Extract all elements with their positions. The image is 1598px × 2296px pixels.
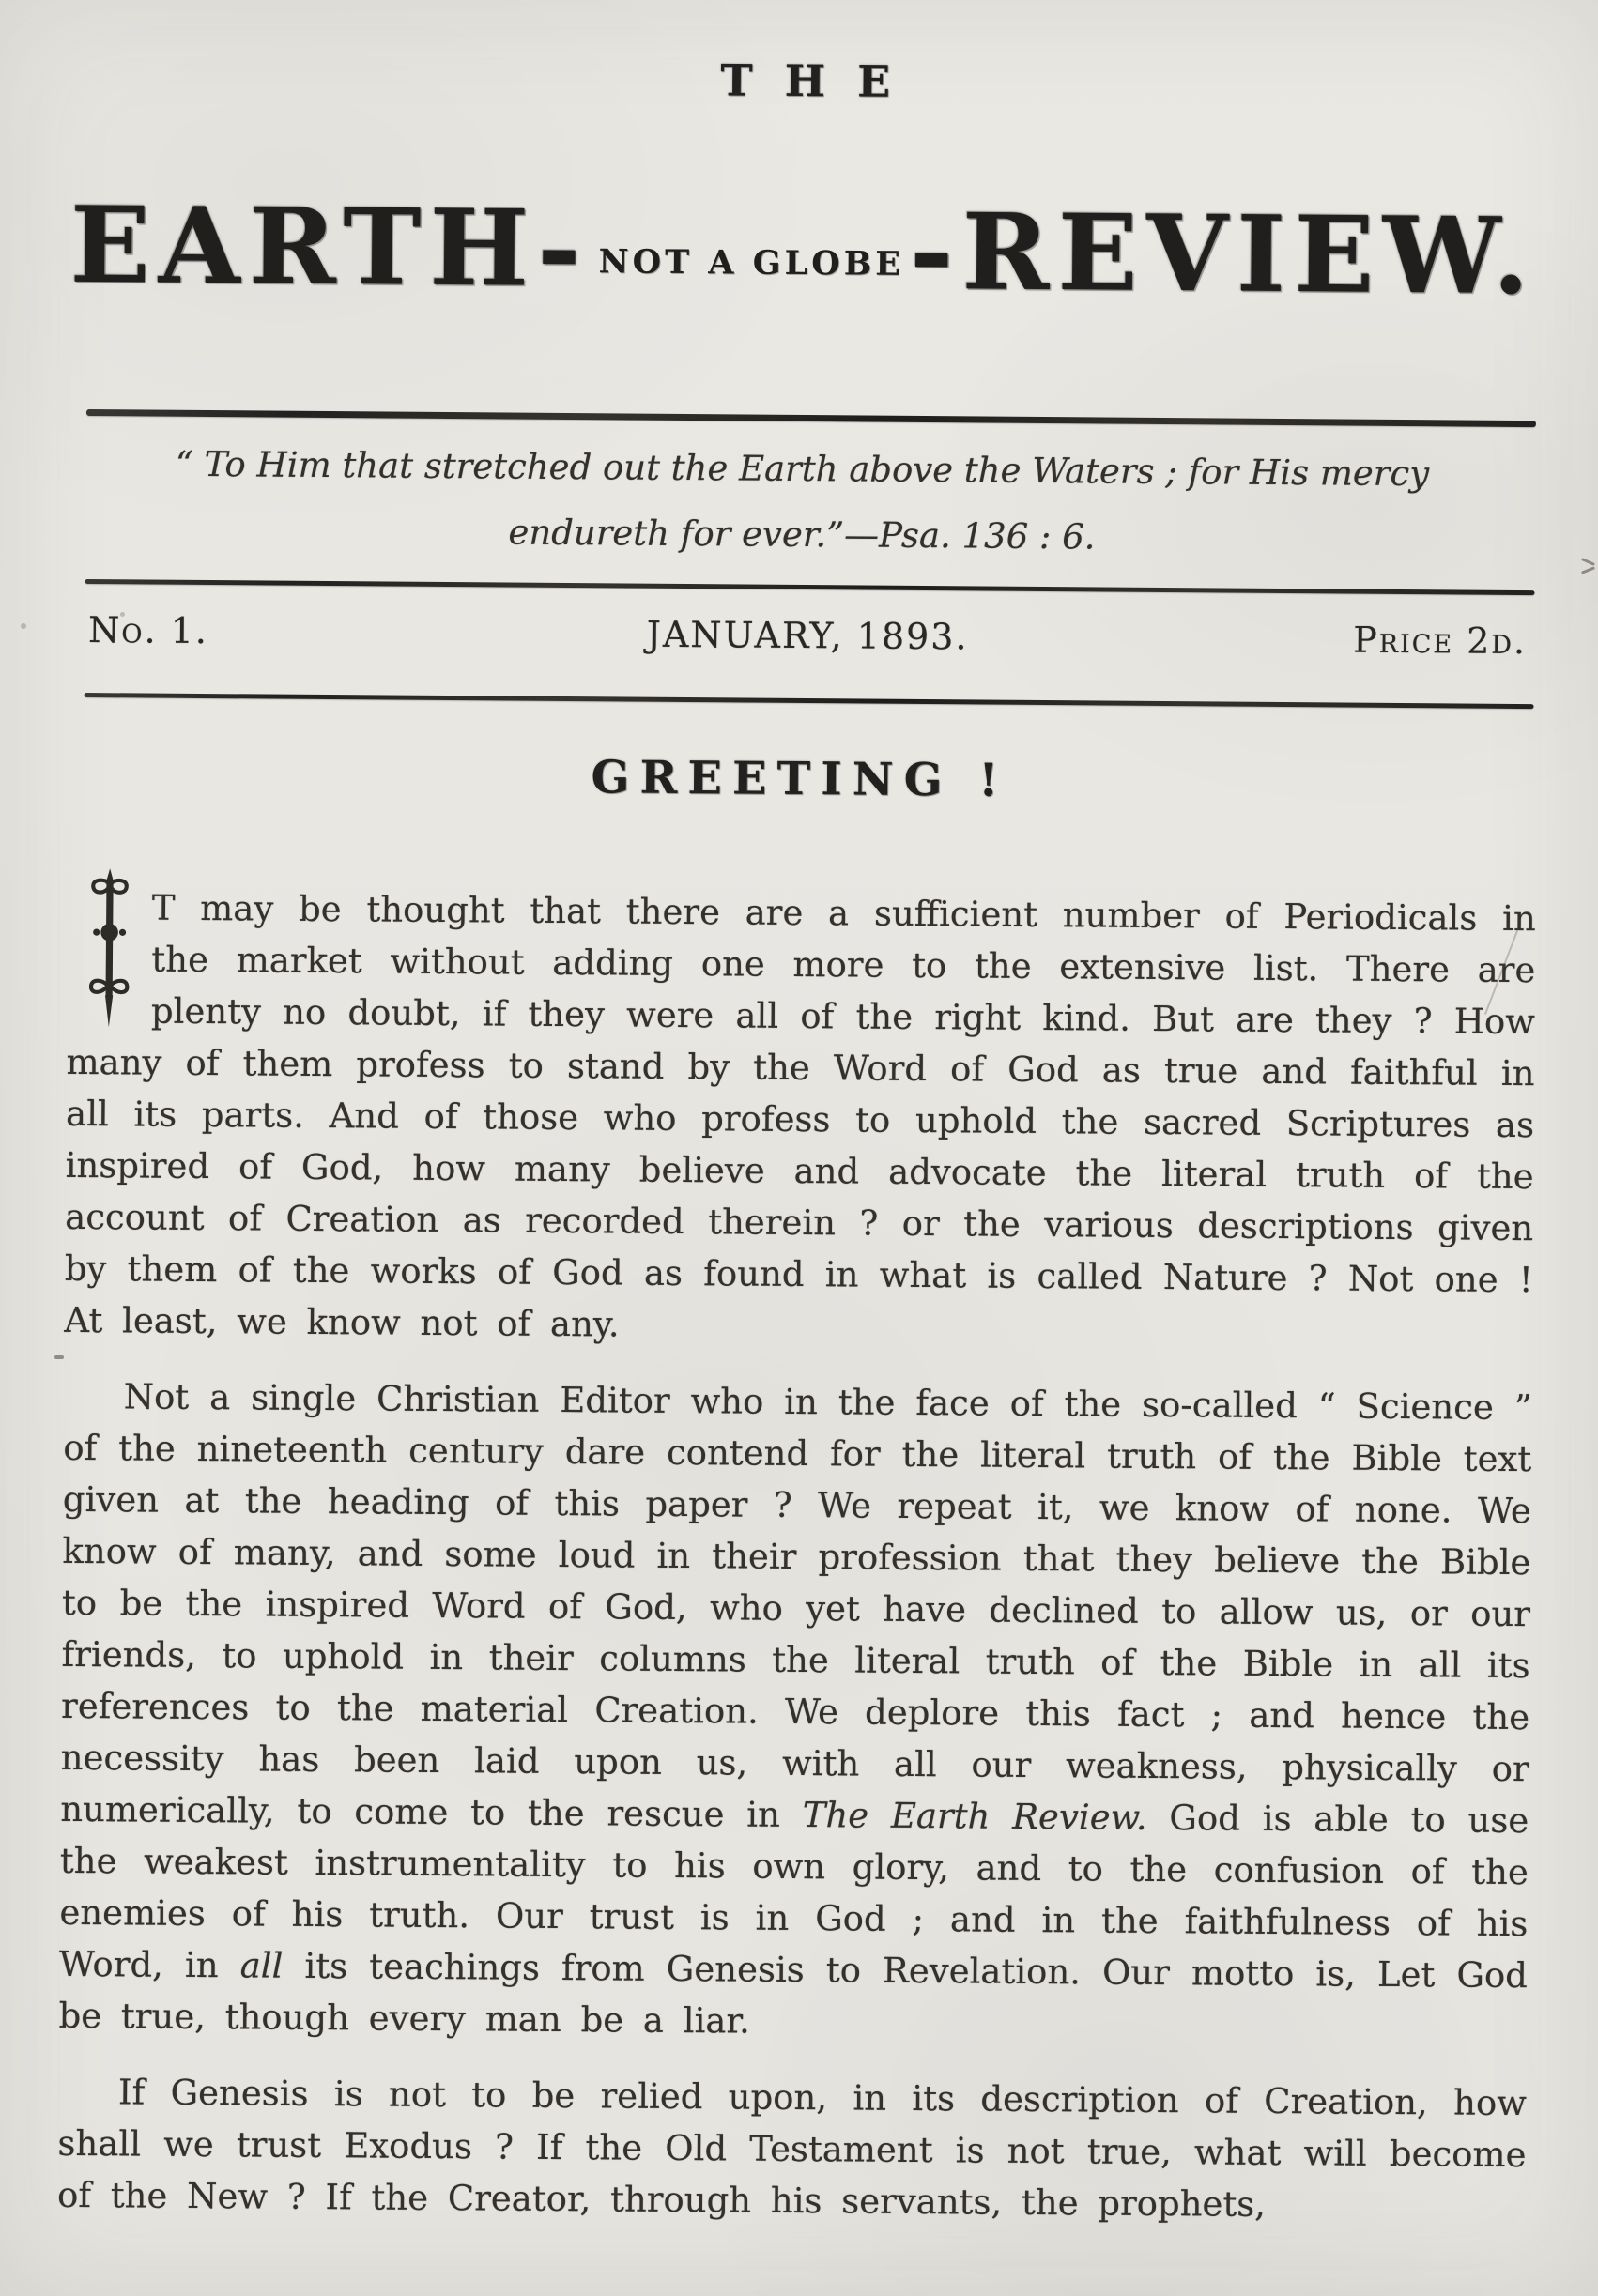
horizontal-rule-middle xyxy=(85,579,1535,595)
paragraph-2-text-end: its teachings from Genesis to Revelation. Our motto is, Let God be true, though every man be a liar. xyxy=(58,1945,1529,2042)
masthead-title-review: -REVIEW. xyxy=(909,190,1539,319)
paragraph-2-text-continued: God is able to use the weakest instrumentality to his own glory, and to the confusion of the enemies of his truth. Our trust is in God ; and in the faithfulness of his Word, in xyxy=(58,1797,1529,1986)
paragraph-2 xyxy=(58,1370,1532,2053)
issue-number: No. 1. xyxy=(87,609,209,652)
masthead-kicker: THE xyxy=(720,54,923,108)
article-heading: GREETING ! xyxy=(591,751,1009,807)
scan-artifact xyxy=(21,623,26,629)
paragraph-3-text: If Genesis is not to be relied upon, in its description of Creation, how shall we trust Exodus ? If the Old Testament is not true, what will become of the New ? If the Creator, through his servants, the prophets, xyxy=(56,2072,1528,2225)
epigraph-line-1: “ To Him that stretched out the Earth above the Waters ; for His mercy xyxy=(175,443,1430,495)
epigraph xyxy=(3,430,1598,574)
masthead-title xyxy=(5,162,1598,340)
paragraph-2-text: Not a single Christian Editor who in the face of the so-called “ Science ” of the nineteenth century dare contend for the literal truth of the Bible text given at the heading of this paper ? We repeat it, we know of none. We know of many, and some loud in their profession that they believe the Bible to be the inspired Word of God, who yet have declined to allow us, or our friends, to uphold in their columns the literal truth of the Bible in all its references to the material Creation. We deplore this fact ; and hence the necessity has been laid upon us, with all our weakness, physically or numerically, to come to the rescue in xyxy=(60,1376,1532,1836)
issue-date: JANUARY, 1893. xyxy=(646,613,969,658)
drop-cap-initial-i-icon xyxy=(82,868,137,1028)
horizontal-rule-top xyxy=(86,409,1536,427)
epigraph-line-2: endureth for ever.”—Psa. 136 : 6. xyxy=(508,512,1096,558)
masthead-title-earth: EARTH- xyxy=(69,183,591,312)
paragraph-2-italic-all: all xyxy=(239,1945,284,1986)
issue-price: Price 2d. xyxy=(1353,619,1528,663)
scan-artifact xyxy=(120,612,125,617)
horizontal-rule-bottom xyxy=(85,693,1534,709)
scan-artifact xyxy=(54,1355,64,1359)
paragraph-1 xyxy=(64,881,1536,1357)
masthead-title-not-a-globe: NOT A GLOBE xyxy=(598,242,905,283)
issue-line xyxy=(2,607,1598,663)
paragraph-2-italic-earth-review: The Earth Review. xyxy=(802,1795,1147,1838)
article-body xyxy=(57,881,1536,2232)
paragraph-1-text: T may be thought that there are a sufficient number of Periodicals in the market without adding one more to the extensive list. There are plenty no doubt, if they were all of the right kind. But are they ? How many of them profess to stand by the Word of God as true and faithful in all its parts. And of those who profess to uphold the sacred Scriptures as inspired of God, how many believe and advocate the literal truth of the account of Creation as recorded therein ? or the various descriptions given by them of the works of God as found in what is called Nature ? Not one ! At least, we know not of any. xyxy=(64,887,1536,1345)
paragraph-3 xyxy=(57,2066,1527,2232)
